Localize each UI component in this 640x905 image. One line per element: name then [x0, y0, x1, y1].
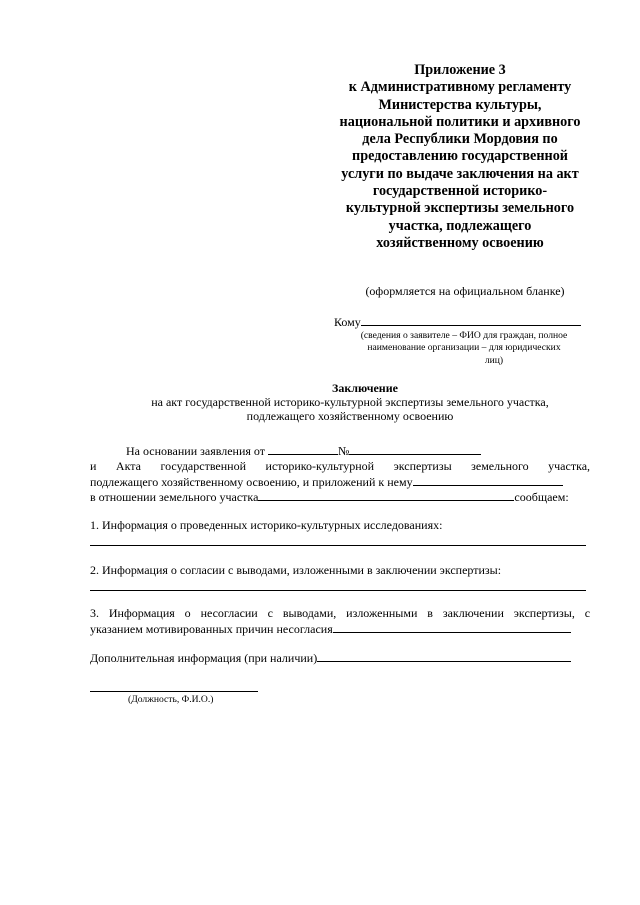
item-3-word: экспертизы,	[513, 606, 575, 620]
appendix-line: культурной экспертизы земельного	[345, 200, 575, 217]
appendix-line: государственной историко-	[372, 183, 548, 200]
item-1: 1. Информация о проведенных историко-культурных исследованиях:	[90, 518, 443, 532]
appendix-line: к Административному регламенту	[348, 79, 572, 96]
item-3-word: 3.	[90, 606, 99, 620]
attachments-field[interactable]	[413, 474, 563, 486]
item-2: 2. Информация о согласии с выводами, изложенными в заключении экспертизы:	[90, 563, 502, 577]
recipient-note-line: наименование организации – для юридических	[367, 342, 561, 354]
recipient-note	[340, 330, 588, 367]
act-line	[90, 459, 590, 474]
item-3-word: о	[184, 606, 191, 620]
item-3-word: Информация	[108, 606, 175, 620]
item-2-answer-line[interactable]	[90, 590, 586, 591]
report-word: сообщаем:	[514, 490, 569, 504]
application-date-field[interactable]	[268, 443, 338, 455]
appendix-line: предоставлению государственной	[352, 148, 568, 165]
signature-note: (Должность, Ф.И.О.)	[128, 694, 214, 705]
appendix-line: участка, подлежащего	[388, 217, 532, 234]
item-1-answer-line[interactable]	[90, 545, 586, 546]
extra-info-row	[90, 650, 571, 666]
application-number-field[interactable]	[349, 443, 481, 455]
recipient-note-line: (сведения о заявителе – ФИО для граждан, полное	[360, 330, 568, 341]
act-line-2	[90, 474, 563, 490]
recipient-note-line: лиц)	[484, 354, 504, 366]
conclusion-subtitle-line: подлежащего хозяйственному освоению	[246, 408, 454, 423]
conclusion-subtitle-line: на акт государственной историко-культурной экспертизы земельного участка,	[151, 395, 549, 409]
appendix-header	[330, 62, 590, 252]
plot-label: в отношении земельного участка	[90, 490, 259, 504]
extra-info-field[interactable]	[317, 650, 571, 662]
item-3-word: в	[427, 606, 433, 620]
act-word: и	[90, 459, 97, 473]
appendix-line: дела Республики Мордовия по	[362, 131, 558, 148]
item-3-line-1	[90, 606, 590, 621]
extra-info-label: Дополнительная информация (при наличии)	[90, 651, 318, 665]
item-3-word: заключении	[442, 606, 504, 620]
basis-label: На основании заявления от	[126, 444, 265, 458]
conclusion-title: Заключение	[332, 381, 398, 395]
act-word: государственной	[160, 459, 247, 473]
signature-line[interactable]	[90, 691, 258, 692]
plot-row	[90, 489, 569, 505]
item-3-word: несогласии	[200, 606, 258, 620]
act-line-2-text: подлежащего хозяйственному освоению, и приложений к нему	[90, 475, 413, 489]
item-3-word: с	[267, 606, 273, 620]
act-word: участка,	[548, 459, 591, 473]
disagreement-reasons-field[interactable]	[333, 621, 571, 633]
appendix-line: услуги по выдаче заключения на акт	[341, 165, 579, 182]
number-sign: №	[338, 444, 350, 458]
act-word: земельного	[471, 459, 529, 473]
appendix-line: Приложение 3	[414, 62, 506, 78]
act-word: Акта	[115, 459, 141, 473]
item-3-word: изложенными	[346, 606, 418, 620]
recipient-label: Кому	[334, 315, 361, 329]
item-3-word: с	[584, 606, 591, 620]
conclusion-subtitle	[100, 396, 600, 423]
recipient-field[interactable]	[361, 313, 581, 326]
item-3-line-2-text: указанием мотивированных причин несогласия	[90, 622, 333, 636]
item-3-word: выводами,	[282, 606, 337, 620]
appendix-line: хозяйственному освоению	[376, 234, 544, 251]
appendix-line: национальной политики и архивного	[339, 113, 581, 130]
item-3-line-2	[90, 621, 571, 637]
plot-field[interactable]	[258, 489, 514, 501]
recipient-row	[334, 313, 581, 330]
appendix-line: Министерства культуры,	[378, 96, 542, 113]
act-word: историко-культурной	[265, 459, 375, 473]
basis-row	[126, 443, 481, 459]
act-word: экспертизы	[393, 459, 452, 473]
official-form-note: (оформляется на официальном бланке)	[365, 284, 565, 298]
